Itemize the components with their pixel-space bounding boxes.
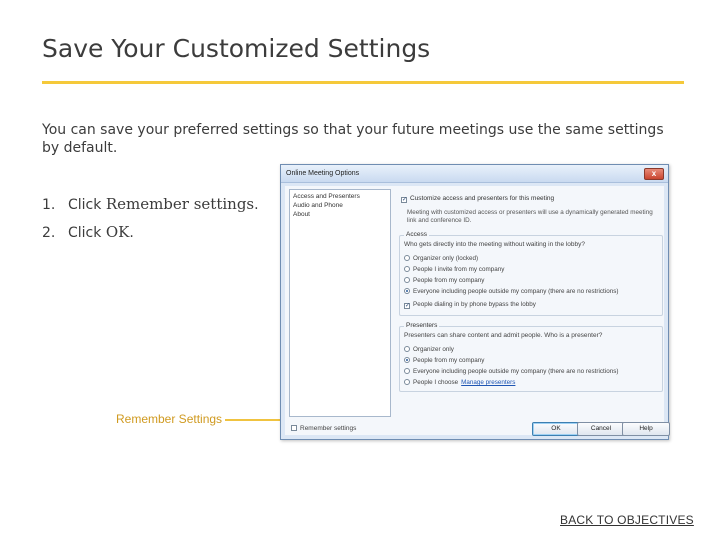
customize-checkbox[interactable]: ✓ xyxy=(402,197,408,203)
radio-button[interactable] xyxy=(404,277,410,283)
presenter-option-people-i-choose[interactable] xyxy=(404,378,515,387)
step-keyword: Remember settings xyxy=(105,195,255,213)
intro-text: You can save your preferred settings so that your future meetings use the same settings by default. xyxy=(42,122,664,156)
option-label: People I invite from my company xyxy=(413,266,505,273)
access-option-everyone[interactable] xyxy=(404,287,618,296)
step-prefix: Click xyxy=(68,197,106,213)
option-label: Everyone including people outside my company (there are no restrictions) xyxy=(413,368,619,375)
nav-item-about[interactable]: About xyxy=(293,211,310,218)
dialog-title: Online Meeting Options xyxy=(286,170,360,177)
step-item xyxy=(42,194,259,222)
cancel-button[interactable]: Cancel xyxy=(577,422,625,436)
radio-button[interactable] xyxy=(404,379,410,385)
steps-list xyxy=(42,194,259,250)
customize-description: Meeting with customized access or presenters will use a dynamically generated meeting link and conference ID. xyxy=(407,209,653,224)
radio-button-selected[interactable] xyxy=(404,357,410,363)
option-label: People I choose xyxy=(413,379,459,386)
option-label: Everyone including people outside my company (there are no restrictions) xyxy=(413,288,619,295)
back-to-objectives-link[interactable]: BACK TO OBJECTIVES xyxy=(560,513,694,527)
manage-presenters-link[interactable]: Manage presenters xyxy=(461,379,516,386)
nav-item-access-presenters[interactable]: Access and Presenters xyxy=(293,193,360,200)
help-button[interactable]: Help xyxy=(622,422,670,436)
presenters-group-title: Presenters xyxy=(406,322,438,329)
online-meeting-options-dialog xyxy=(280,164,669,440)
access-group xyxy=(399,231,663,316)
presenter-option-organizer-only[interactable] xyxy=(404,345,454,354)
callout-connector-line xyxy=(225,419,287,421)
access-group-title: Access xyxy=(406,231,427,238)
phone-bypass-lobby-row[interactable] xyxy=(404,300,536,309)
presenter-option-everyone[interactable] xyxy=(404,367,618,376)
dialog-titlebar xyxy=(281,165,668,183)
access-option-people-i-invite[interactable] xyxy=(404,265,504,274)
remember-settings-row[interactable] xyxy=(291,425,356,432)
phone-bypass-label: People dialing in by phone bypass the lobby xyxy=(413,301,536,308)
presenters-question: Presenters can share content and admit people. Who is a presenter? xyxy=(404,332,603,339)
access-question: Who gets directly into the meeting without waiting in the lobby? xyxy=(404,241,586,248)
option-label: Organizer only xyxy=(413,346,454,353)
radio-button-selected[interactable] xyxy=(404,288,410,294)
presenter-option-people-from-company[interactable] xyxy=(404,356,484,365)
slide-title: Save Your Customized Settings xyxy=(42,34,431,63)
option-label: People from my company xyxy=(413,357,485,364)
presenters-group xyxy=(399,322,663,392)
dialog-body xyxy=(285,186,664,435)
step-prefix: Click xyxy=(68,225,106,241)
ok-button[interactable]: OK xyxy=(532,422,580,436)
nav-item-audio-phone[interactable]: Audio and Phone xyxy=(293,202,343,209)
step-number: 2. xyxy=(42,225,56,241)
step-number: 1. xyxy=(42,197,56,213)
remember-settings-checkbox[interactable] xyxy=(291,425,297,431)
remember-settings-label: Remember settings xyxy=(300,425,357,432)
radio-button[interactable] xyxy=(404,266,410,272)
phone-bypass-checkbox[interactable]: ✓ xyxy=(405,303,411,309)
radio-button[interactable] xyxy=(404,346,410,352)
step-suffix: . xyxy=(254,197,259,213)
step-suffix: . xyxy=(129,225,134,241)
radio-button[interactable] xyxy=(404,255,410,261)
option-label: People from my company xyxy=(413,277,485,284)
option-label: Organizer only (locked) xyxy=(413,255,479,262)
radio-button[interactable] xyxy=(404,368,410,374)
step-keyword: OK xyxy=(105,223,130,241)
close-icon[interactable]: x xyxy=(644,168,664,180)
step-item xyxy=(42,222,259,250)
options-nav-list xyxy=(289,189,391,417)
customize-checkbox-row[interactable] xyxy=(401,195,554,203)
customize-label: Customize access and presenters for this meeting xyxy=(410,195,555,202)
access-option-organizer-only[interactable] xyxy=(404,254,478,263)
access-option-people-from-company[interactable] xyxy=(404,276,484,285)
callout-label: Remember Settings xyxy=(116,412,223,426)
title-underline xyxy=(42,81,684,84)
